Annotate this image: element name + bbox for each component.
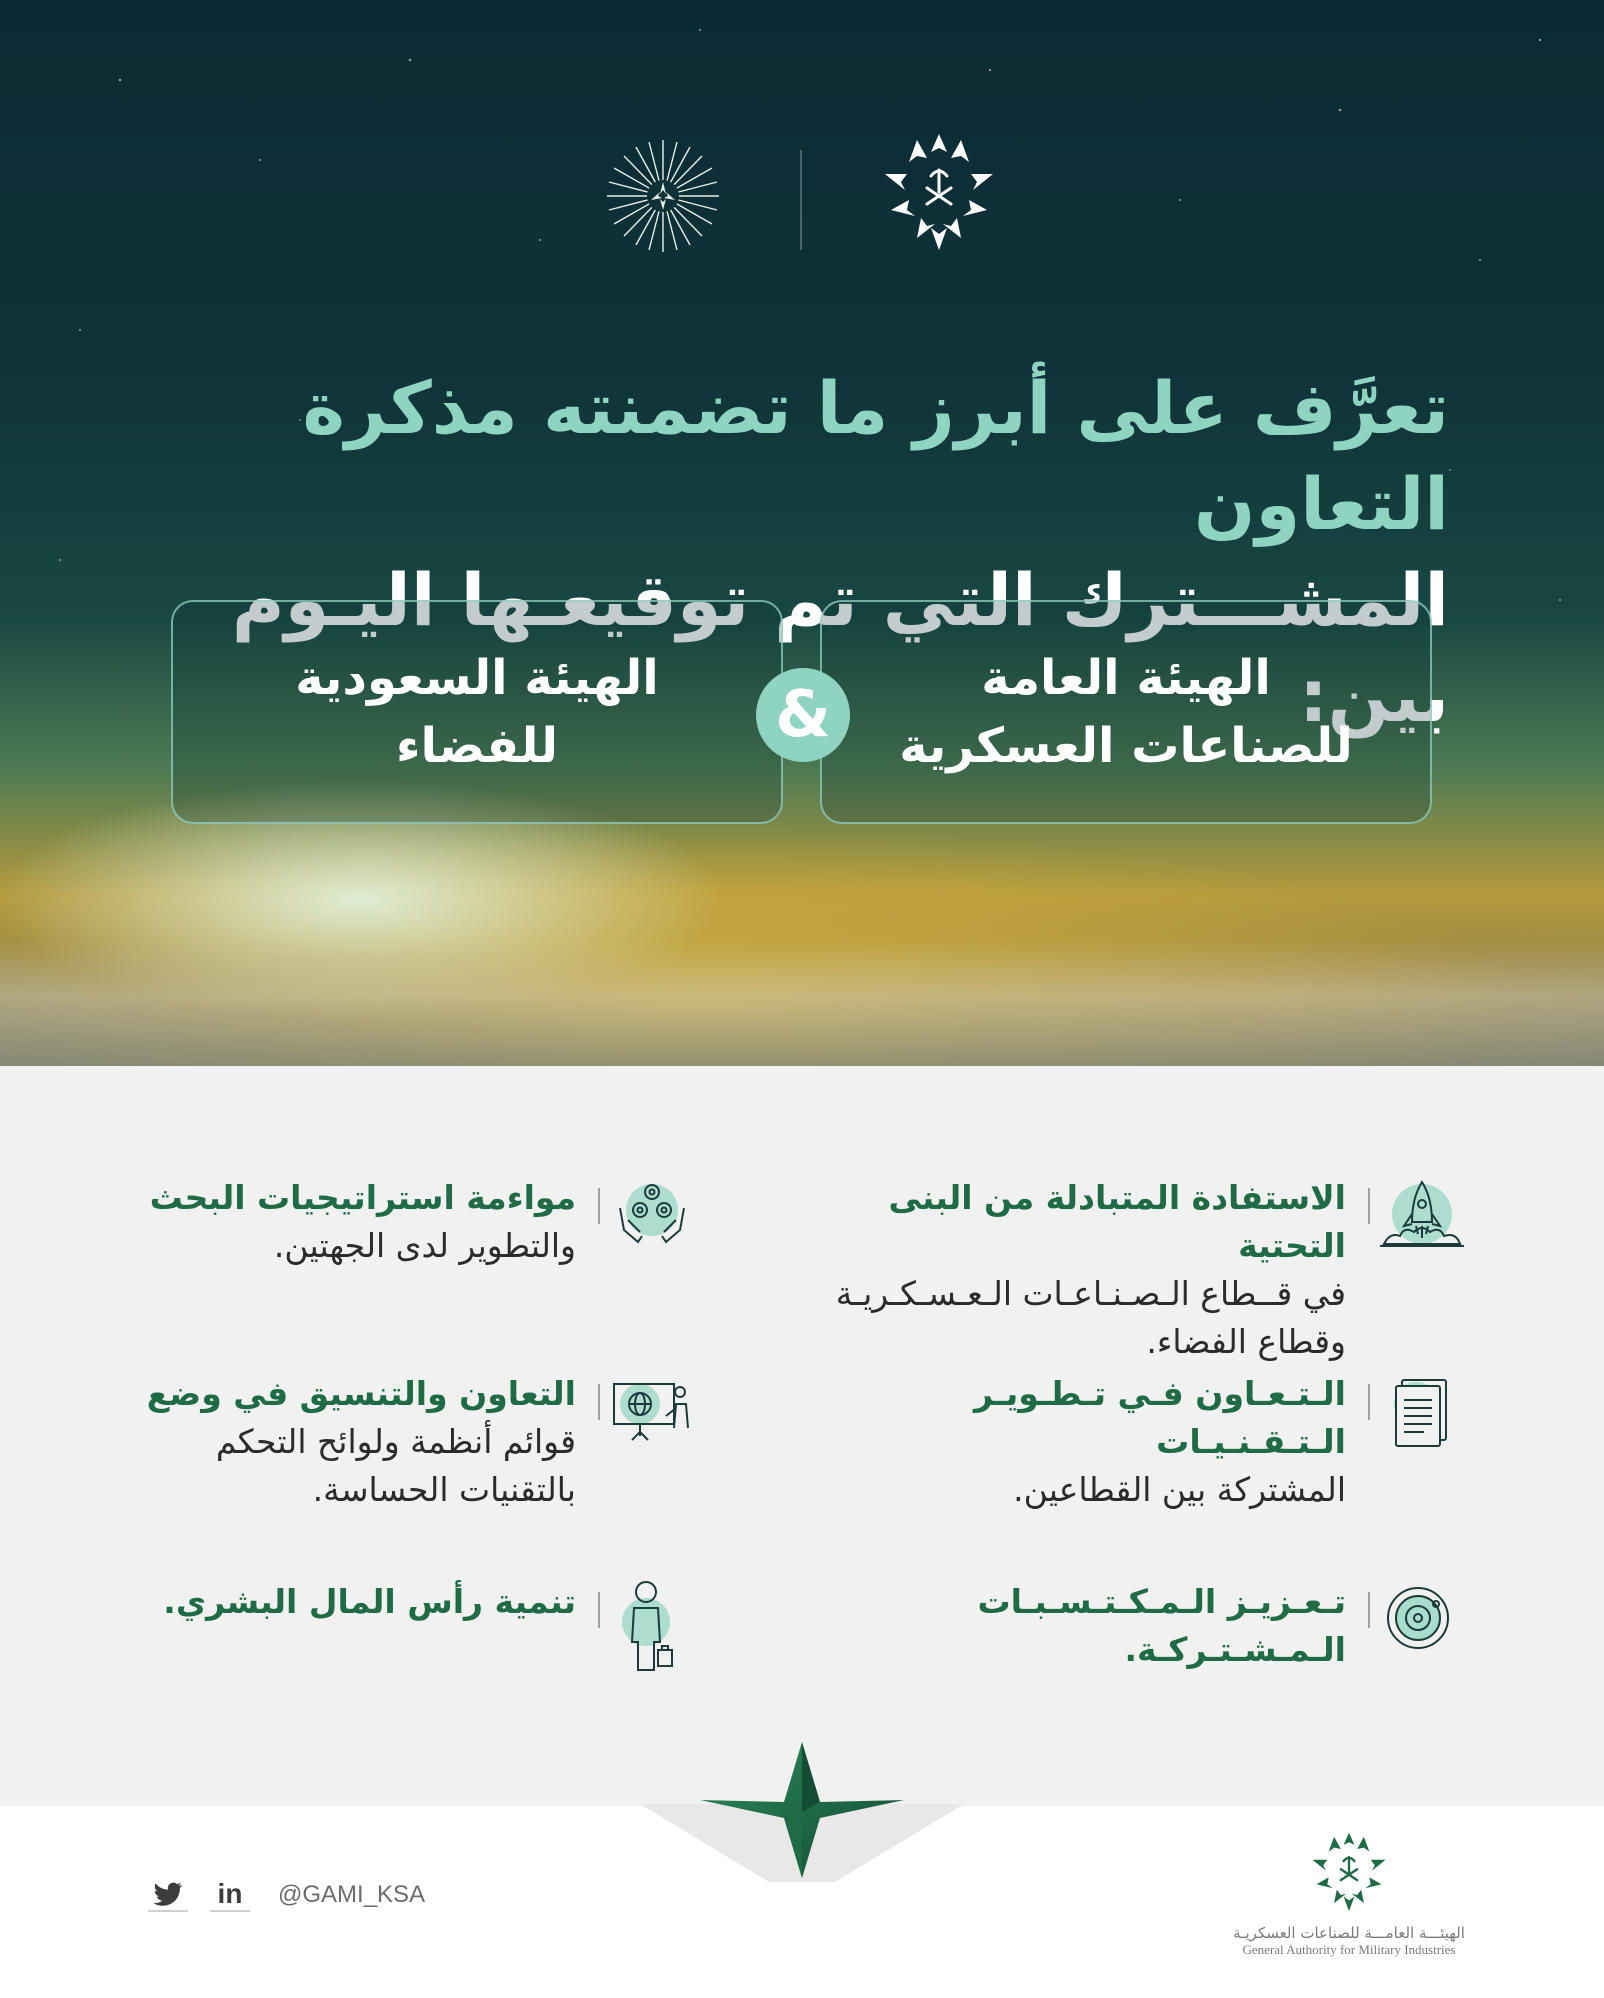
point-technology-development	[870, 1370, 1470, 1514]
gami-footer-emblem	[1299, 1830, 1399, 1914]
partner-logos	[0, 130, 1604, 270]
point-body: قوائم أنظمة ولوائح التحكم بالتقنيات الحساسة.	[215, 1422, 576, 1509]
ampersand-badge: &	[756, 668, 850, 762]
point-title: مواءمة استراتيجيات البحث	[149, 1178, 576, 1217]
headline-line-1: تعرَّف على أبرز ما تضمنته مذكرة التعاون	[302, 366, 1449, 546]
point-text	[870, 1578, 1346, 1674]
twitter-icon[interactable]	[148, 1878, 188, 1912]
party-gami-name: الهيئة العامة للصناعات العسكرية	[899, 650, 1353, 774]
person-briefcase-icon	[600, 1578, 700, 1688]
logo-divider	[800, 150, 802, 250]
green-star-emblem	[700, 1742, 904, 1882]
point-research-strategies	[140, 1174, 700, 1284]
point-text	[870, 1370, 1346, 1514]
target-orbit-icon	[1370, 1578, 1470, 1688]
point-title: تنمية رأس المال البشري.	[163, 1582, 576, 1621]
social-handle[interactable]: @GAMI_KSA	[278, 1881, 426, 1908]
point-infrastructure	[835, 1174, 1470, 1366]
point-sensitive-tech-regulation	[140, 1370, 700, 1514]
point-title: الاستفادة المتبادلة من البنى التحتية	[888, 1178, 1346, 1265]
gears-hands-icon	[600, 1174, 700, 1284]
headline-line-2: المشـــترك التي تم توقيعـها اليـوم بين:	[231, 558, 1449, 738]
earth-horizon	[0, 940, 1604, 1066]
gami-footer-logo	[1224, 1830, 1474, 1958]
saudi-space-agency-logo	[605, 138, 721, 254]
documents-icon	[1370, 1370, 1470, 1480]
point-body: والتطوير لدى الجهتين.	[273, 1226, 576, 1265]
rocket-icon	[1370, 1174, 1470, 1284]
gami-name-en: General Authority for Military Industries	[1242, 1942, 1456, 1957]
party-ssa-name: الهيئة السعودية للفضاء	[295, 650, 659, 774]
point-text	[163, 1578, 576, 1626]
point-text	[150, 1174, 576, 1270]
memorandum-points	[0, 1066, 1604, 1806]
point-text	[806, 1174, 1346, 1366]
point-human-capital	[140, 1578, 700, 1688]
point-text	[146, 1370, 576, 1514]
party-gami-box	[820, 600, 1432, 824]
gami-name-ar: الهيئـــة العامـــة للصناعات العسكريـة	[1233, 1924, 1465, 1942]
linkedin-icon[interactable]: in	[210, 1878, 250, 1912]
point-title: الـتـعـاون فـي تـطـويـر الـتـقـنـيـات	[974, 1374, 1346, 1461]
social-links	[148, 1878, 425, 1912]
point-title: التعاون والتنسيق في وضع	[146, 1374, 576, 1413]
gami-logo	[877, 130, 1001, 254]
point-body: في قــطاع الـصـنـاعـات الـعـسـكـريـة وقطاع الفضاء.	[835, 1274, 1346, 1361]
point-shared-gains	[870, 1578, 1470, 1688]
party-ssa-box	[171, 600, 783, 824]
point-body: المشتركة بين القطاعين.	[1013, 1470, 1346, 1509]
point-title: تـعـزيـز الـمـكـتـسـبـات الـمـشـتـركـة.	[977, 1582, 1346, 1669]
presentation-globe-icon	[600, 1370, 700, 1480]
